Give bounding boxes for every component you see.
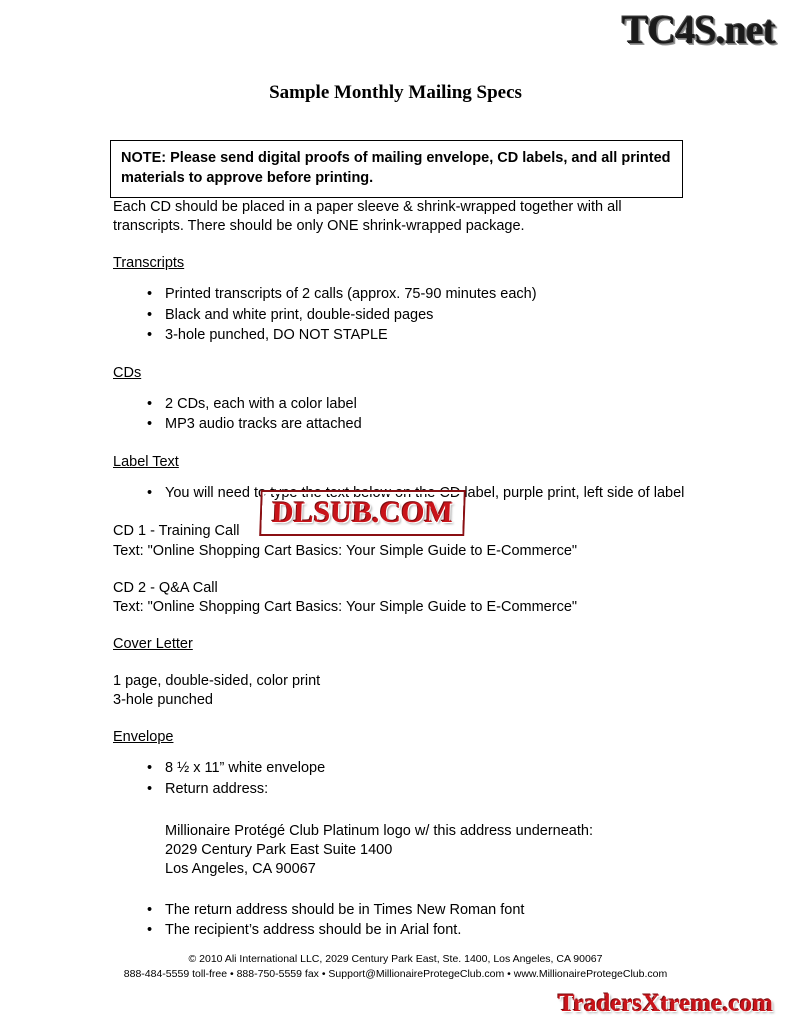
envelope-list-top xyxy=(113,759,693,799)
spacer xyxy=(113,710,693,728)
watermark-top-right: TC4S.net xyxy=(621,7,775,52)
list-item: • The return address should be in Times New Roman font xyxy=(165,901,693,921)
note-box: NOTE: Please send digital proofs of mailing envelope, CD labels, and all printed materials to approve before printing. xyxy=(110,140,683,198)
intro-paragraph: Each CD should be placed in a paper sleeve & shrink-wrapped together with all transcripts. There should be only ONE shrink-wrapped package. xyxy=(113,199,622,235)
list-item: • The recipient’s address should be in Arial font. xyxy=(165,921,693,941)
spacer xyxy=(113,617,693,635)
spacer xyxy=(113,472,693,484)
watermark-bottom-right: TradersXtreme.com xyxy=(558,990,773,1017)
cd1-text: Text: "Online Shopping Cart Basics: Your Simple Guide to E-Commerce" xyxy=(113,542,578,559)
cover-letter-line-1: 1 page, double-sided, color print xyxy=(113,673,321,689)
list-item: • Return address: xyxy=(165,780,693,800)
return-address-block xyxy=(113,822,693,879)
page-title: Sample Monthly Mailing Specs xyxy=(269,82,522,103)
cd2-heading: CD 2 - Q&A Call xyxy=(113,579,218,596)
list-item: • MP3 audio tracks are attached xyxy=(165,415,693,435)
section-heading-transcripts: Transcripts xyxy=(113,255,185,272)
cover-letter-line-2: 3-hole punched xyxy=(113,692,213,709)
cd2-text: Text: "Online Shopping Cart Basics: Your Simple Guide to E-Commerce" xyxy=(113,598,578,615)
list-item: • 3-hole punched, DO NOT STAPLE xyxy=(165,326,693,346)
transcripts-list xyxy=(113,285,693,345)
spacer xyxy=(113,879,693,901)
spacer xyxy=(113,236,693,254)
section-heading-cover-letter: Cover Letter xyxy=(113,635,193,652)
spacer xyxy=(113,654,693,672)
spacer xyxy=(113,435,693,453)
list-item: • 2 CDs, each with a color label xyxy=(165,395,693,415)
address-line-3: Los Angeles, CA 90067 xyxy=(165,860,316,877)
spacer xyxy=(113,346,693,364)
address-line-2: 2029 Century Park East Suite 1400 xyxy=(165,841,393,858)
document-body xyxy=(113,198,693,941)
footer-line-2: 888-484-5559 toll-free • 888-750-5559 fax • Support@MillionaireProtegeClub.com • www.MillionaireProtegeClub.com xyxy=(123,968,668,981)
cd1-heading: CD 1 - Training Call xyxy=(113,523,240,540)
footer-line-1: © 2010 Ali International LLC, 2029 Century Park East, Ste. 1400, Los Angeles, CA 90067 xyxy=(188,953,603,965)
spacer xyxy=(113,383,693,395)
spacer xyxy=(113,800,693,822)
address-line-1: Millionaire Protégé Club Platinum logo w/ this address underneath: xyxy=(165,822,593,839)
page-footer xyxy=(0,952,791,982)
spacer xyxy=(113,273,693,285)
section-heading-label-text: Label Text xyxy=(113,454,179,471)
list-item: • You will need to type the text below on the CD label, purple print, left side of label xyxy=(165,484,693,504)
list-item: • Printed transcripts of 2 calls (approx. 75-90 minutes each) xyxy=(165,285,693,305)
section-heading-cds: CDs xyxy=(113,364,142,381)
list-item: • Black and white print, double-sided pages xyxy=(165,306,693,326)
cds-list xyxy=(113,395,693,435)
watermark-center: DLSUB.COM xyxy=(261,492,463,534)
envelope-list-bottom xyxy=(113,901,693,941)
spacer xyxy=(113,747,693,759)
section-heading-envelope: Envelope xyxy=(113,729,174,746)
list-item: • 8 ½ x 11” white envelope xyxy=(165,759,693,779)
spacer xyxy=(113,561,693,579)
